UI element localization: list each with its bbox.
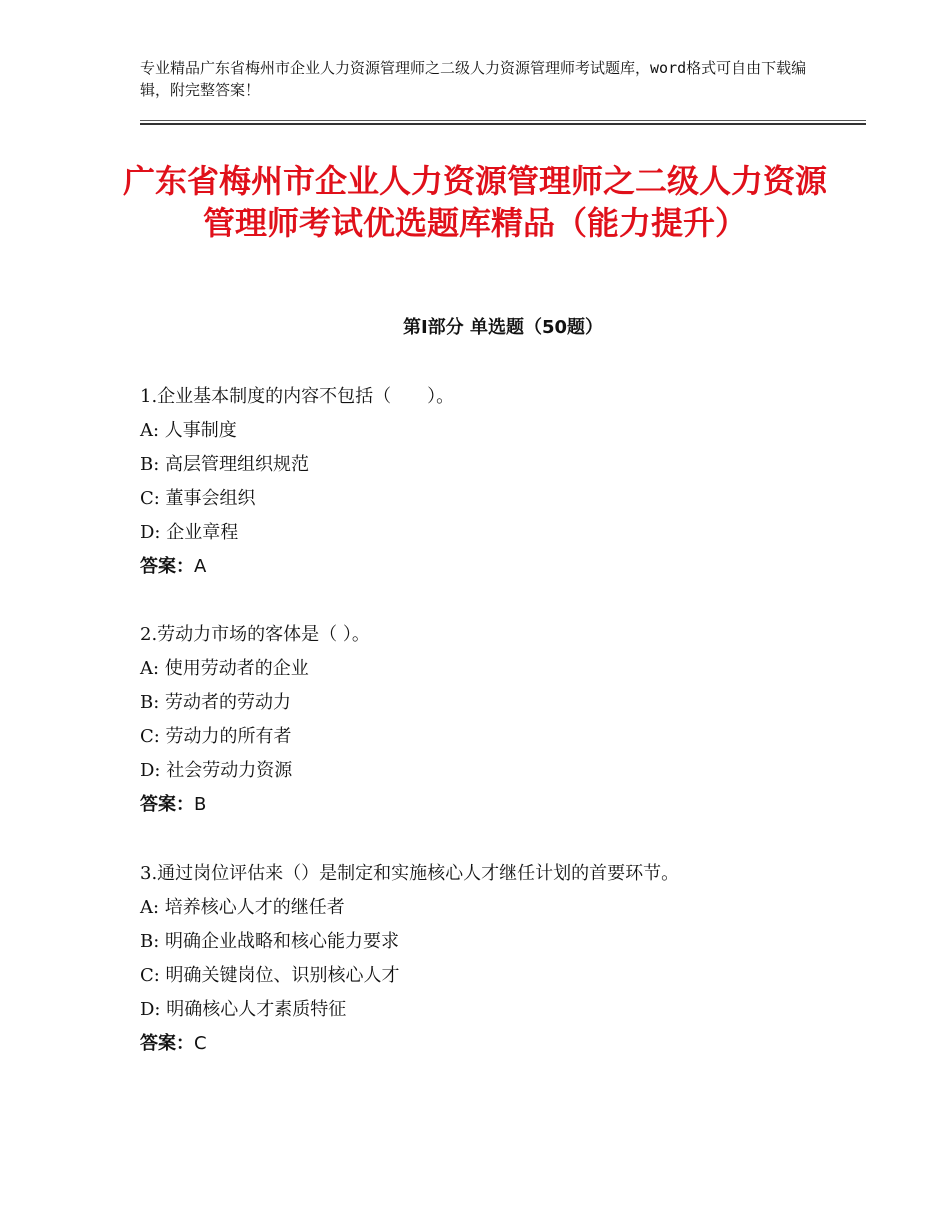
option-d: D: 明确核心人才素质特征: [140, 999, 347, 1020]
answer-label: 答案：: [140, 1033, 194, 1054]
option-a: A: 人事制度: [140, 420, 237, 441]
header-note: 专业精品广东省梅州市企业人力资源管理师之二级人力资源管理师考试题库，word格式可自由下载编辑，附完整答案！: [140, 59, 807, 99]
option-c: C: 董事会组织: [140, 488, 256, 509]
option-b: B: 高层管理组织规范: [140, 454, 310, 475]
document-title: 广东省梅州市企业人力资源管理师之二级人力资源管理师考试优选题库精品（能力提升）: [122, 162, 827, 242]
option-c: C: 劳动力的所有者: [140, 726, 292, 747]
option-b: B: 明确企业战略和核心能力要求: [140, 931, 400, 952]
answer-line: [140, 550, 866, 584]
option-a: A: 使用劳动者的企业: [140, 658, 309, 679]
answer-value: C: [194, 1033, 207, 1054]
question-stem: 1.企业基本制度的内容不包括（ ）。: [140, 386, 455, 407]
question-stem: 3.通过岗位评估来（）是制定和实施核心人才继任计划的首要环节。: [140, 863, 680, 884]
question-3: [140, 857, 866, 1061]
option-a: A: 培养核心人才的继任者: [140, 897, 345, 918]
option-d: D: 社会劳动力资源: [140, 760, 293, 781]
section-title: 第Ⅰ部分 单选题（50题）: [402, 317, 603, 338]
answer-line: [140, 788, 866, 822]
question-1: [140, 380, 866, 584]
header-divider-bottom: [140, 123, 866, 125]
answer-value: A: [194, 556, 207, 577]
answer-label: 答案：: [140, 794, 194, 815]
question-2: [140, 618, 866, 822]
answer-label: 答案：: [140, 556, 194, 577]
option-c: C: 明确关键岗位、识别核心人才: [140, 965, 400, 986]
question-stem: 2.劳动力市场的客体是（ ）。: [140, 624, 370, 645]
answer-value: B: [194, 794, 207, 815]
header-divider-top: [140, 120, 866, 121]
answer-line: [140, 1027, 866, 1061]
option-b: B: 劳动者的劳动力: [140, 692, 292, 713]
option-d: D: 企业章程: [140, 522, 239, 543]
